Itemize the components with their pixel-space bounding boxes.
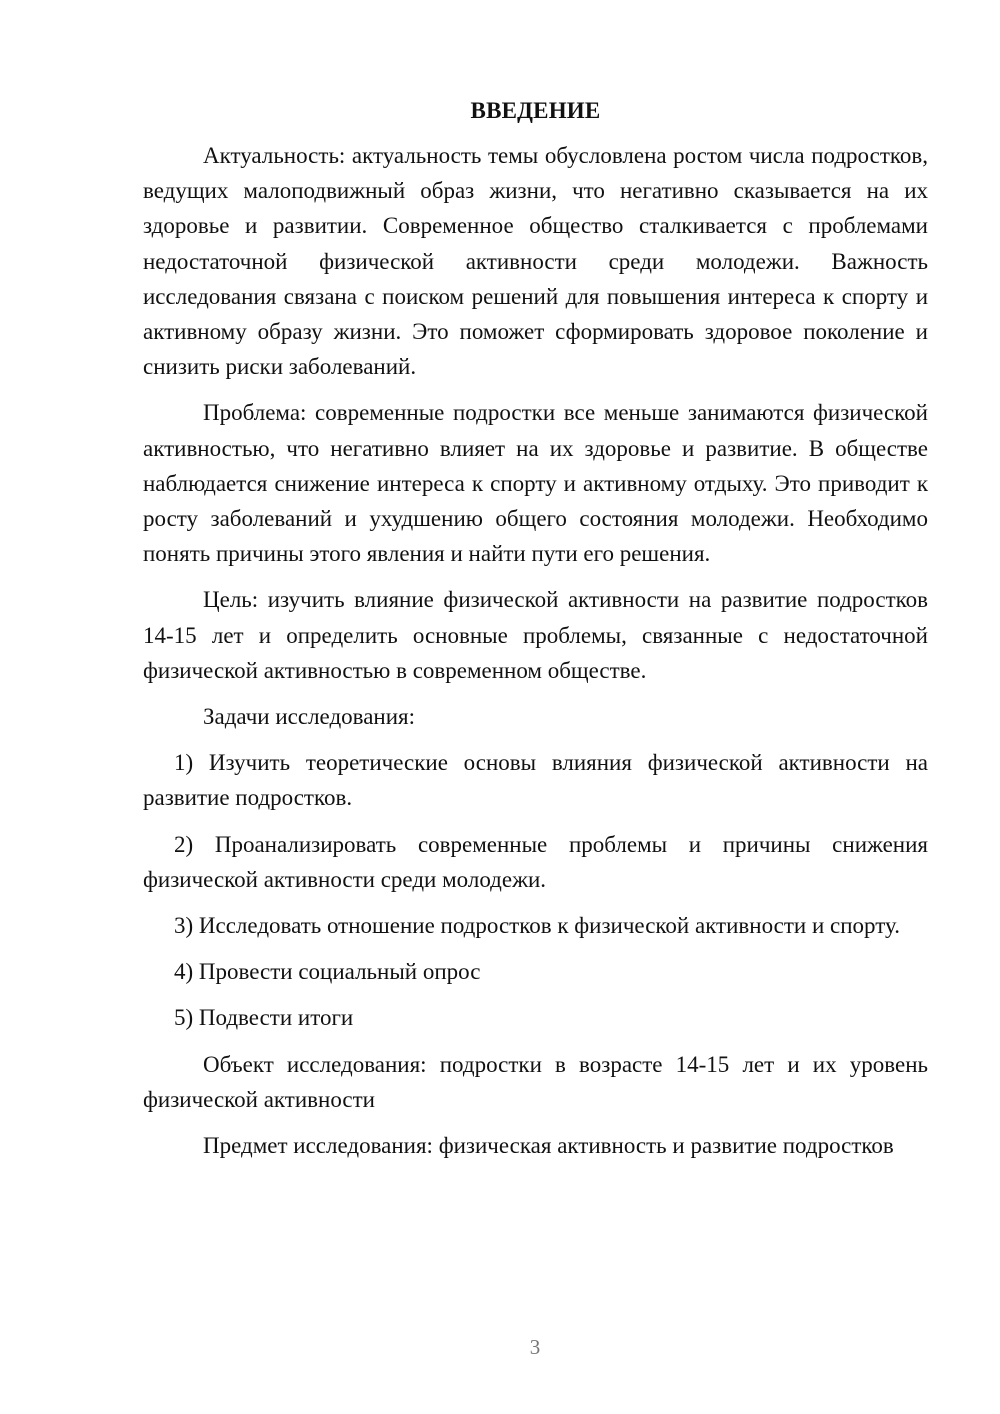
- page-content: [143, 93, 928, 1174]
- goal-paragraph: Цель: изучить влияние физической активности на развитие подростков 14-15 лет и определить основные проблемы, связанные с недостаточной физической активностью в современном обществе.: [143, 587, 928, 683]
- problem-paragraph: Проблема: современные подростки все меньше занимаются физической активностью, что негативно влияет на их здоровье и развитие. В обществе наблюдается снижение интереса к спорту и активному отдыху. Это приводит к росту заболеваний и ухудшению общего состояния молодежи. Необходимо понять причины этого явления и найти пути его решения.: [143, 400, 928, 567]
- section-title: ВВЕДЕНИЕ: [470, 98, 601, 123]
- task-item: 5) Подвести итоги: [174, 1005, 354, 1031]
- subject-paragraph: Предмет исследования: физическая активность и развитие подростков: [203, 1133, 894, 1159]
- tasks-heading: Задачи исследования:: [203, 704, 416, 730]
- relevance-paragraph: Актуальность: актуальность темы обусловлена ростом числа подростков, ведущих малоподвижный образ жизни, что негативно сказывается на их здоровье и развитии. Современное общество сталкивается с проблемами недостаточной физической активности среди молодежи. Важность исследования связана с поиском решений для повышения интереса к спорту и активному образу жизни. Это поможет сформировать здоровое поколение и снизить риски заболеваний.: [143, 143, 928, 380]
- page-number: 3: [529, 1335, 541, 1359]
- task-item: 3) Исследовать отношение подростков к физической активности и спорту.: [174, 913, 900, 939]
- object-paragraph: Объект исследования: подростки в возрасте 14-15 лет и их уровень физической активности: [143, 1051, 928, 1112]
- task-item: 1) Изучить теоретические основы влияния физической активности на развитие подростков.: [143, 750, 928, 811]
- tasks-list: [143, 745, 928, 1035]
- task-item: 2) Проанализировать современные проблемы и причины снижения физической активности среди молодежи.: [143, 831, 928, 892]
- task-item: 4) Провести социальный опрос: [174, 959, 481, 985]
